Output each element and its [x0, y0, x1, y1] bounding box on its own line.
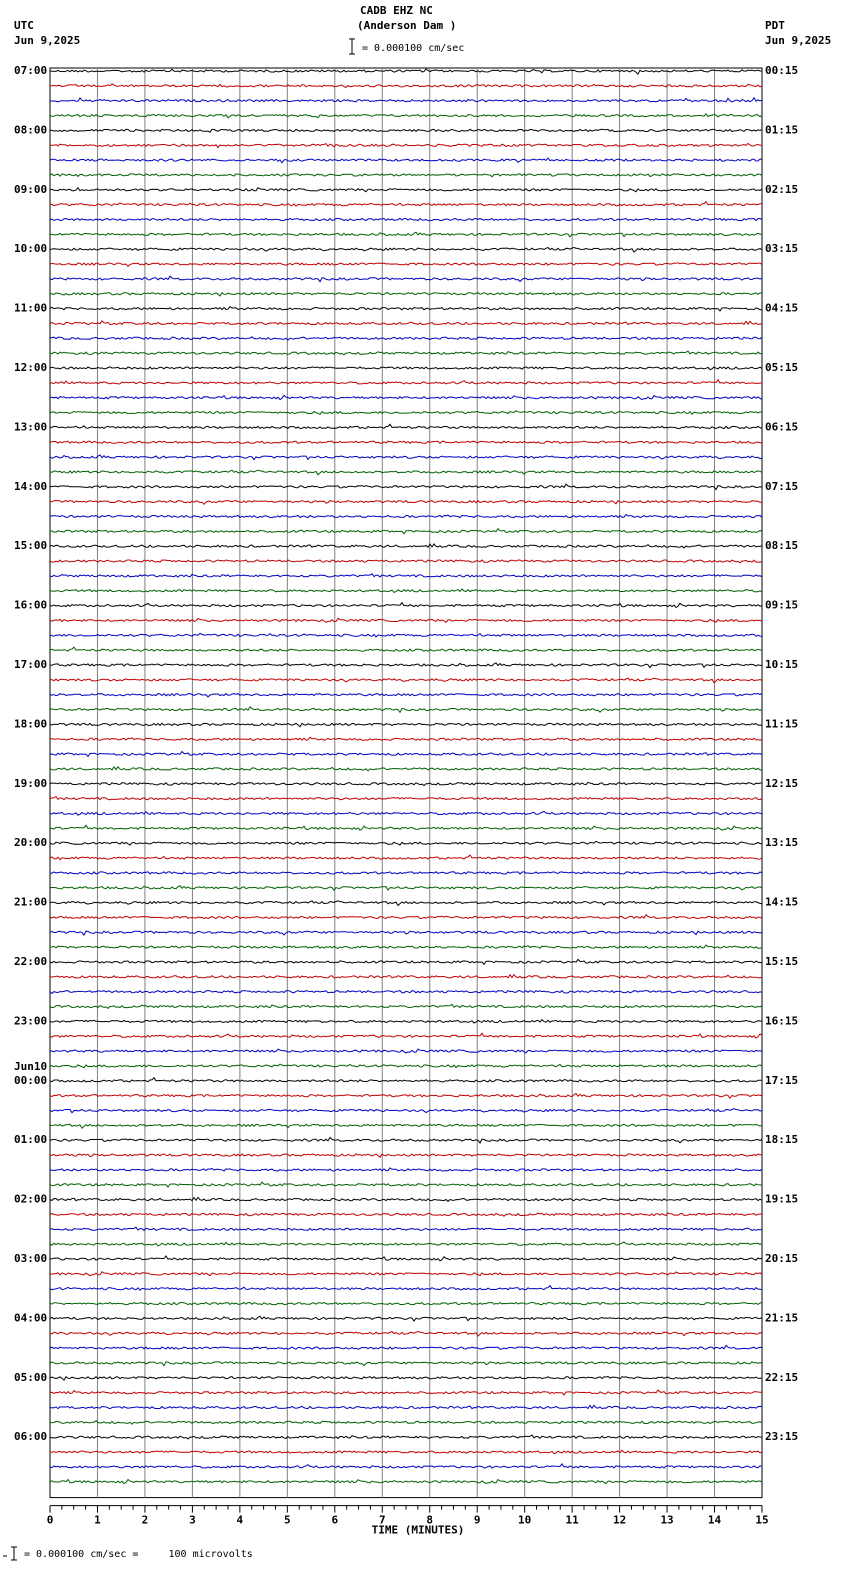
trace-44: [50, 723, 762, 726]
trace-37: [50, 618, 762, 622]
trace-21: [50, 380, 762, 384]
trace-89: [50, 1390, 762, 1395]
pdt-hour-label: 05:15: [765, 361, 799, 374]
x-tick-label: 7: [378, 1513, 386, 1527]
x-tick-label: 10: [518, 1513, 532, 1527]
trace-52: [50, 841, 762, 845]
x-tick-label: 13: [660, 1513, 674, 1527]
trace-76: [50, 1197, 762, 1201]
utc-hour-label: 17:00: [14, 658, 48, 671]
trace-84: [50, 1316, 762, 1321]
pdt-hour-label: 17:15: [765, 1073, 799, 1087]
trace-77: [50, 1213, 762, 1216]
trace-90: [50, 1405, 762, 1408]
trace-18: [50, 337, 762, 340]
trace-4: [50, 129, 762, 132]
trace-55: [50, 886, 762, 891]
trace-45: [50, 737, 762, 740]
trace-25: [50, 441, 762, 443]
utc-hour-label: 02:00: [14, 1192, 48, 1206]
trace-56: [50, 901, 762, 906]
pdt-hour-label: 12:15: [765, 776, 799, 790]
trace-91: [50, 1421, 762, 1424]
x-tick-label: 12: [612, 1513, 627, 1527]
x-axis-title: TIME (MINUTES): [371, 1523, 465, 1537]
pdt-hour-label: 23:15: [765, 1430, 799, 1444]
x-tick-label: 4: [236, 1513, 244, 1527]
trace-74: [50, 1168, 762, 1171]
trace-69: [50, 1094, 762, 1099]
station-title: CADB EHZ NC: [360, 4, 433, 17]
right-date: Jun 9,2025: [765, 34, 832, 47]
trace-65: [50, 1033, 762, 1038]
trace-63: [50, 1004, 762, 1008]
pdt-hour-label: 02:15: [765, 182, 799, 196]
trace-49: [50, 797, 762, 800]
pdt-hour-label: 06:15: [765, 420, 799, 434]
pdt-hour-label: 14:15: [765, 895, 799, 909]
x-tick-label: 8: [426, 1513, 434, 1527]
trace-73: [50, 1154, 762, 1157]
trace-95: [50, 1480, 762, 1484]
trace-53: [50, 855, 762, 860]
trace-71: [50, 1124, 762, 1128]
x-tick-label: 0: [46, 1513, 54, 1527]
trace-5: [50, 144, 762, 148]
trace-58: [50, 931, 762, 935]
trace-79: [50, 1242, 762, 1246]
trace-94: [50, 1464, 762, 1468]
utc-hour-label: 16:00: [14, 598, 48, 612]
left-timezone: UTC: [14, 19, 34, 32]
x-tick-label: 14: [707, 1513, 722, 1527]
utc-hour-label: 08:00: [14, 123, 48, 137]
utc-hour-label: 13:00: [14, 420, 48, 434]
x-tick-label: 9: [473, 1513, 481, 1527]
trace-67: [50, 1064, 762, 1068]
trace-68: [50, 1078, 762, 1082]
pdt-hour-label: 13:15: [765, 836, 799, 850]
trace-1: [50, 84, 762, 88]
trace-42: [50, 694, 762, 698]
trace-11: [50, 232, 762, 237]
pdt-hour-label: 00:15: [765, 64, 799, 77]
trace-39: [50, 647, 762, 651]
trace-88: [50, 1376, 762, 1380]
trace-0: [50, 69, 762, 74]
trace-10: [50, 218, 762, 220]
pdt-hour-label: 10:15: [765, 658, 799, 671]
trace-34: [50, 574, 762, 577]
utc-hour-label: 09:00: [14, 182, 48, 196]
trace-75: [50, 1182, 762, 1187]
pdt-hour-label: 19:15: [765, 1192, 799, 1206]
pdt-hour-label: 16:15: [765, 1014, 799, 1028]
trace-81: [50, 1272, 762, 1276]
pdt-hour-label: 07:15: [765, 479, 799, 493]
trace-14: [50, 276, 762, 282]
trace-26: [50, 455, 762, 460]
utc-hour-label: 22:00: [14, 955, 48, 968]
trace-87: [50, 1362, 762, 1366]
trace-29: [50, 501, 762, 505]
utc-hour-label: 03:00: [14, 1252, 48, 1265]
trace-35: [50, 589, 762, 592]
trace-85: [50, 1332, 762, 1337]
utc-hour-label: 23:00: [14, 1014, 48, 1028]
trace-27: [50, 470, 762, 475]
trace-62: [50, 991, 762, 994]
x-tick-label: 3: [189, 1513, 196, 1527]
trace-51: [50, 825, 762, 830]
trace-17: [50, 321, 762, 325]
utc-hour-label: 06:00: [14, 1430, 48, 1444]
trace-66: [50, 1049, 762, 1053]
footer-scale-note: = 0.000100 cm/sec = 100 microvolts: [24, 1549, 253, 1560]
utc-hour-label: 00:00: [14, 1073, 48, 1087]
trace-83: [50, 1303, 762, 1305]
trace-12: [50, 248, 762, 253]
pdt-hour-label: 11:15: [765, 717, 799, 731]
pdt-hour-label: 08:15: [765, 539, 799, 553]
trace-41: [50, 678, 762, 683]
trace-8: [50, 188, 762, 192]
trace-16: [50, 307, 762, 311]
trace-9: [50, 202, 762, 207]
trace-30: [50, 515, 762, 518]
x-tick-label: 1: [94, 1513, 101, 1527]
scale-bar-icon: [349, 39, 355, 54]
trace-82: [50, 1286, 762, 1291]
trace-70: [50, 1109, 762, 1113]
left-date: Jun 9,2025: [14, 34, 81, 47]
trace-40: [50, 663, 762, 668]
trace-33: [50, 560, 762, 563]
trace-43: [50, 707, 762, 713]
x-tick-label: 11: [565, 1513, 579, 1527]
trace-48: [50, 782, 762, 785]
utc-hour-label: 04:00: [14, 1311, 48, 1325]
trace-31: [50, 529, 762, 534]
utc-date-change-label: Jun10: [14, 1059, 48, 1073]
pdt-hour-label: 15:15: [765, 955, 799, 968]
trace-19: [50, 351, 762, 355]
trace-38: [50, 633, 762, 637]
trace-86: [50, 1345, 762, 1349]
pdt-hour-label: 03:15: [765, 242, 799, 256]
trace-50: [50, 811, 762, 815]
pdt-hour-label: 18:15: [765, 1133, 799, 1147]
trace-2: [50, 98, 762, 102]
trace-7: [50, 174, 762, 177]
right-timezone: PDT: [765, 19, 785, 32]
x-tick-label: 5: [284, 1513, 291, 1527]
trace-72: [50, 1138, 762, 1144]
trace-24: [50, 424, 762, 428]
plot-frame: [50, 68, 762, 1498]
trace-59: [50, 945, 762, 948]
trace-60: [50, 959, 762, 964]
trace-80: [50, 1256, 762, 1261]
trace-3: [50, 114, 762, 118]
x-tick-label: 6: [331, 1513, 339, 1527]
trace-28: [50, 484, 762, 490]
trace-15: [50, 293, 762, 296]
x-tick-label: 2: [141, 1513, 149, 1527]
trace-92: [50, 1435, 762, 1439]
scale-text: = 0.000100 cm/sec: [362, 43, 465, 54]
x-tick-label: 15: [755, 1513, 769, 1527]
utc-hour-label: 05:00: [14, 1370, 48, 1384]
utc-hour-label: 01:00: [14, 1133, 48, 1147]
utc-hour-label: 15:00: [14, 539, 48, 553]
utc-hour-label: 11:00: [14, 301, 48, 315]
trace-93: [50, 1450, 762, 1453]
footer-scale-bar-icon: [3, 1547, 17, 1560]
utc-hour-label: 19:00: [14, 776, 48, 790]
utc-hour-label: 10:00: [14, 242, 48, 256]
trace-22: [50, 395, 762, 399]
trace-36: [50, 603, 762, 608]
pdt-hour-label: 04:15: [765, 301, 799, 315]
utc-hour-label: 20:00: [14, 836, 48, 850]
trace-23: [50, 411, 762, 415]
trace-13: [50, 263, 762, 267]
trace-64: [50, 1020, 762, 1023]
utc-hour-label: 07:00: [14, 64, 48, 77]
trace-54: [50, 872, 762, 874]
pdt-hour-label: 09:15: [765, 598, 799, 612]
trace-20: [50, 367, 762, 370]
station-location: (Anderson Dam ): [357, 19, 457, 32]
utc-hour-label: 18:00: [14, 717, 48, 731]
pdt-hour-label: 01:15: [765, 123, 799, 137]
pdt-hour-label: 22:15: [765, 1370, 799, 1384]
utc-hour-label: 12:00: [14, 361, 48, 374]
utc-hour-label: 14:00: [14, 479, 48, 493]
utc-hour-label: 21:00: [14, 895, 48, 909]
trace-78: [50, 1227, 762, 1230]
trace-46: [50, 752, 762, 757]
trace-6: [50, 158, 762, 163]
trace-61: [50, 975, 762, 978]
pdt-hour-label: 21:15: [765, 1311, 799, 1325]
trace-57: [50, 915, 762, 919]
pdt-hour-label: 20:15: [765, 1252, 799, 1265]
trace-47: [50, 767, 762, 771]
trace-32: [50, 544, 762, 548]
